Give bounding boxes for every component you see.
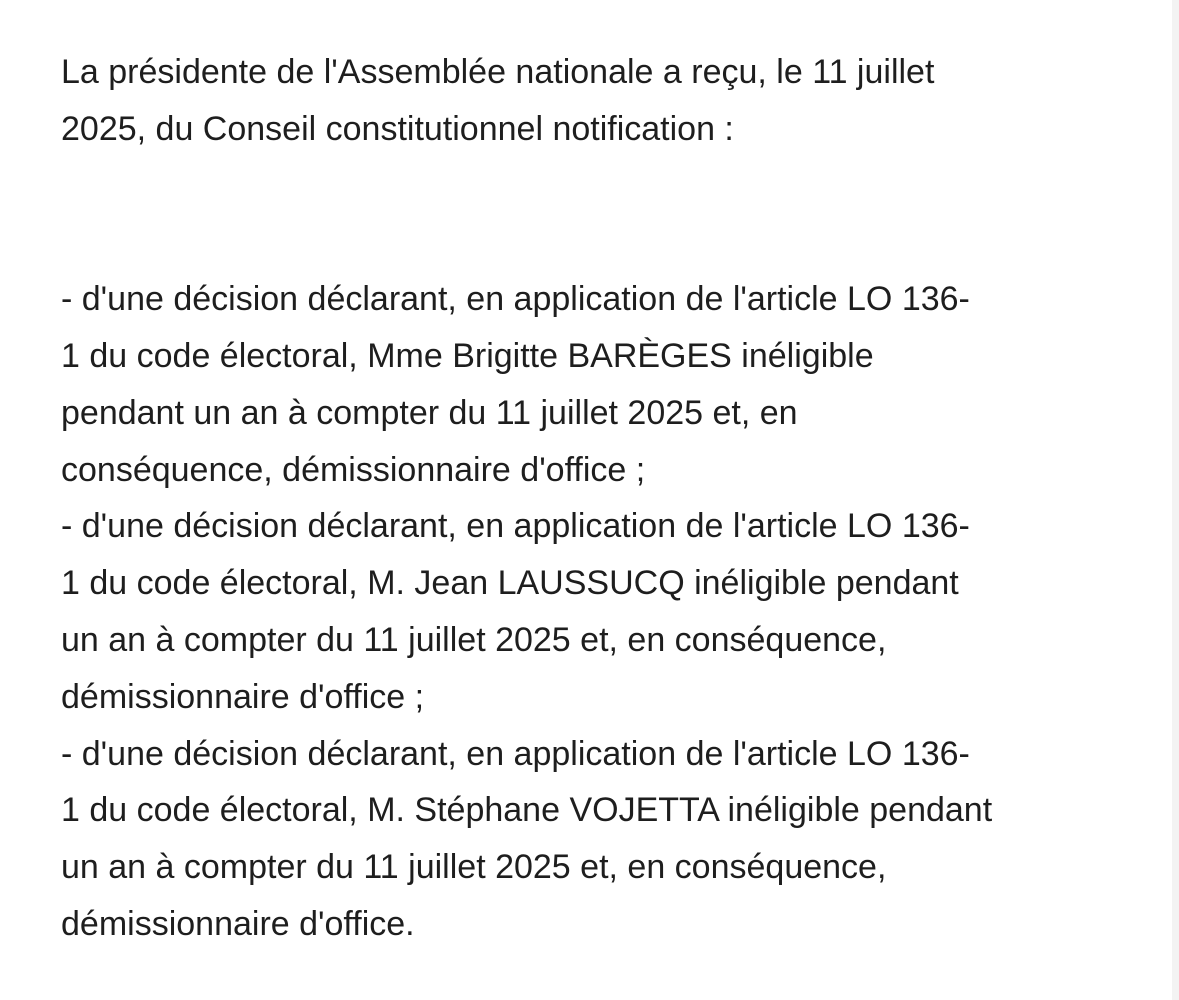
intro-line: 2025, du Conseil constitutionnel notification : (61, 109, 734, 148)
intro-paragraph (61, 44, 1121, 158)
decision-line: pendant un an à compter du 11 juillet 2025 et, en (61, 393, 798, 432)
decision-list (61, 271, 1121, 953)
decision-line: 1 du code électoral, Mme Brigitte BARÈGES inéligible (61, 336, 874, 375)
decision-line: - d'une décision déclarant, en application de l'article LO 136- (61, 734, 970, 773)
decision-line: un an à compter du 11 juillet 2025 et, en conséquence, (61, 848, 887, 887)
decision-line: - d'une décision déclarant, en application de l'article LO 136- (61, 280, 970, 319)
decision-line: un an à compter du 11 juillet 2025 et, en conséquence, (61, 620, 887, 659)
decision-line: - d'une décision déclarant, en application de l'article LO 136- (61, 507, 970, 546)
intro-line: La présidente de l'Assemblée nationale a reçu, le 11 juillet (61, 53, 935, 91)
decision-line: conséquence, démissionnaire d'office ; (61, 450, 646, 489)
decision-item-bareges (61, 271, 1121, 498)
page-right-edge (1172, 0, 1179, 1000)
decision-item-laussucq (61, 498, 1121, 725)
decision-line: 1 du code électoral, M. Jean LAUSSUCQ inéligible pendant (61, 564, 959, 603)
decision-line: 1 du code électoral, M. Stéphane VOJETTA inéligible pendant (61, 791, 993, 830)
decision-line: démissionnaire d'office ; (61, 677, 425, 716)
decision-line: démissionnaire d'office. (61, 904, 415, 943)
decision-item-vojetta (61, 726, 1121, 953)
